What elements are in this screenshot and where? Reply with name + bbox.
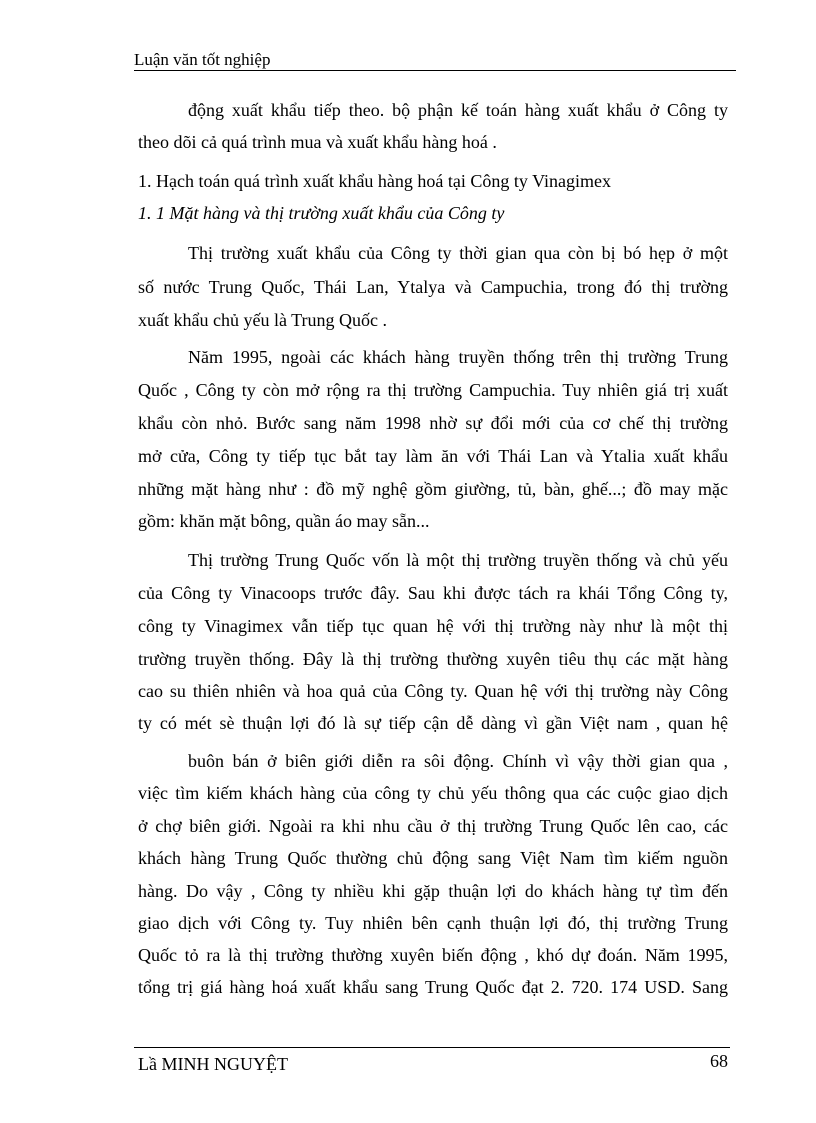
footer-author: Lầ MINH NGUYỆT	[138, 1054, 288, 1074]
body-line: ty có mét sè thuận lợi đó là sự tiếp cận dễ dàng vì gần Việt nam , quan hệ	[138, 713, 728, 733]
body-line: tổng trị giá hàng hoá xuất khẩu sang Trung Quốc đạt 2. 720. 174 USD. Sang	[138, 977, 728, 997]
body-line: xuất khẩu chủ yếu là Trung Quốc .	[138, 310, 387, 330]
page-number: 68	[710, 1051, 728, 1071]
body-line: cao su thiên nhiên và hoa quả của Công ty. Quan hệ với thị trường này Công	[138, 681, 728, 701]
body-line: hàng. Do vậy , Công ty nhiều khi gặp thuận lợi do khách hàng tự tìm đến	[138, 881, 728, 901]
footer-divider	[134, 1047, 730, 1048]
body-line: mở cửa, Công ty tiếp tục bắt tay làm ăn với Thái Lan và Ytalia xuất khẩu	[138, 446, 728, 466]
body-line: công ty Vinagimex vẫn tiếp tục quan hệ với thị trường này như là một thị	[138, 616, 728, 636]
body-line: giao dịch với Công ty. Tuy nhiên bên cạnh thuận lợi đó, thị trường Trung	[138, 913, 728, 933]
body-line: khẩu còn nhỏ. Bước sang năm 1998 nhờ sự đổi mới của cơ chế thị trường	[138, 413, 728, 433]
subsection-heading: 1. 1 Mặt hàng và thị trường xuất khẩu của Công ty	[138, 203, 505, 223]
body-line: trường truyền thống. Đây là thị trường thường xuyên tiêu thụ các mặt hàng	[138, 649, 728, 669]
body-line: khách hàng Trung Quốc thường chủ động sang Việt Nam tìm kiếm nguồn	[138, 848, 728, 868]
body-line: gồm: khăn mặt bông, quần áo may sẵn...	[138, 511, 430, 531]
page-header	[134, 50, 736, 71]
body-line: Năm 1995, ngoài các khách hàng truyền thống trên thị trường Trung	[188, 347, 728, 367]
body-line: theo dõi cả quá trình mua và xuất khẩu hàng hoá .	[138, 132, 497, 152]
body-line: ở chợ biên giới. Ngoài ra khi nhu cầu ở thị trường Trung Quốc lên cao, các	[138, 816, 728, 836]
section-heading: 1. Hạch toán quá trình xuất khẩu hàng hoá tại Công ty Vinagimex	[138, 171, 611, 191]
body-line: động xuất khẩu tiếp theo. bộ phận kế toán hàng xuất khẩu ở Công ty	[188, 100, 728, 120]
body-line: việc tìm kiếm khách hàng của công ty chủ yếu thông qua các cuộc giao dịch	[138, 783, 728, 803]
body-line: buôn bán ở biên giới diễn ra sôi động. Chính vì vậy thời gian qua ,	[188, 751, 728, 771]
body-line: Thị trường xuất khẩu của Công ty thời gian qua còn bị bó hẹp ở một	[188, 243, 728, 263]
body-line: những mặt hàng như : đồ mỹ nghệ gồm giường, tủ, bàn, ghế...; đồ may mặc	[138, 479, 728, 499]
body-line: Quốc tỏ ra là thị trường thường xuyên biến động , khó dự đoán. Năm 1995,	[138, 945, 728, 965]
body-line: Quốc , Công ty còn mở rộng ra thị trường Campuchia. Tuy nhiên giá trị xuất	[138, 380, 728, 400]
body-line: của Công ty Vinacoops trước đây. Sau khi được tách ra khái Tổng Công ty,	[138, 583, 728, 603]
header-title: Luận văn tốt nghiệp	[134, 50, 271, 69]
body-line: Thị trường Trung Quốc vốn là một thị trường truyền thống và chủ yếu	[188, 550, 728, 570]
body-line: số nước Trung Quốc, Thái Lan, Ytalya và Campuchia, trong đó thị trường	[138, 277, 728, 297]
